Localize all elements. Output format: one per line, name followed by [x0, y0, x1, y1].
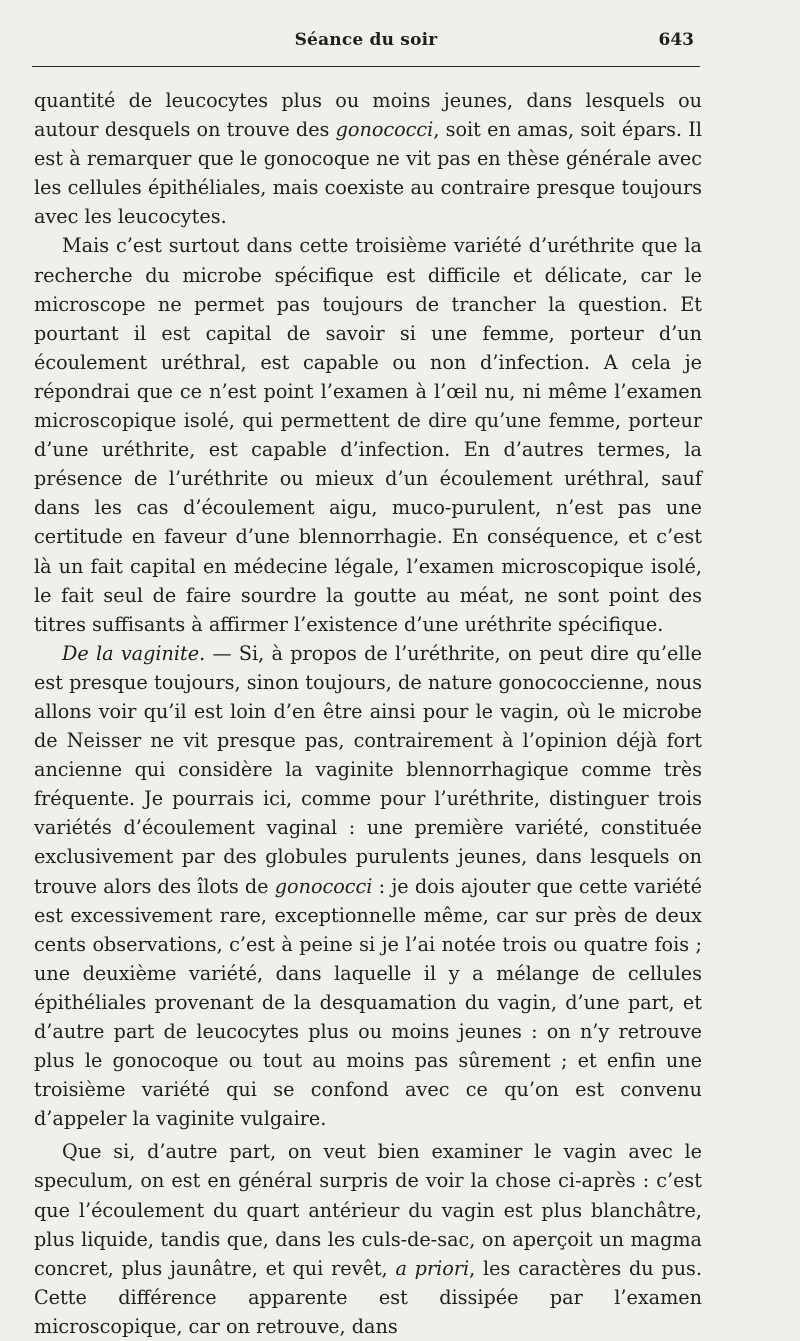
text-segment: Mais c’est surtout dans cette troisième variété d’uréthrite que la recherche du microbe spécifique est difficile et délicate, car le microscope ne permet pas toujours de trancher la question. Et pourtant il est capital de savoir si une femme, porteur d’un écoulement uréthral, est capable ou non d’infection. A cela je répondrai que ce n’est point l’examen à l’œil nu, ni même l’examen microscopique isolé, qui permettent de dire qu’une femme, porteur d’une uréthrite, est capable d’infection. En d’autres termes, la présence de l’uréthrite ou mieux d’un écoulement uréthral, sauf dans les cas d’écoulement aigu, muco-purulent, n’est pas une certitude en faveur d’une blennorrhagie. En conséquence, et c’est là un fait capital en médecine légale, l’examen microscopique isolé, le fait seul de faire sourdre la goutte au méat, ne sont point des titres suffisants à affirmer l’existence d’une uréthrite spécifique.	[34, 234, 702, 636]
italic-term: gonococci	[274, 874, 373, 898]
body-text	[34, 86, 702, 1341]
section-heading-inline: De la vaginite.	[62, 641, 206, 665]
text-segment: : je dois ajouter que cette variété est excessivement rare, exceptionnelle même, car sur près de deux cents observations, c’est à peine si je l’ai notée trois ou quatre fois ; une deuxième variété, dans laquelle il y a mélange de cellules épithéliales provenant de la desquamation du vagin, d’une part, et d’autre part de leucocytes plus ou moins jeunes : on n’y retrouve plus le gonocoque ou tout au moins pas sûrement ; et enfin une troisième variété qui se confond avec ce qu’on est convenu d’appeler la vaginite vulgaire.	[34, 874, 703, 1131]
italic-term: a priori	[395, 1256, 470, 1280]
paragraph-vaginite	[34, 639, 702, 1134]
header-rule	[32, 66, 700, 67]
text-segment: — Si, à propos de l’uréthrite, on peut dire qu’elle est presque toujours, sinon toujours, de nature gonococcienne, nous allons voir qu’il est loin d’en être ainsi pour le vagin, où le microbe de Neisser ne vit presque pas, contrairement à l’opinion déjà fort ancienne qui considère la vaginite blennorrhagique comme très fréquente. Je pourrais ici, comme pour l’uréthrite, distinguer trois variétés d’écoulement vaginal : une première variété, constituée exclusivement par des globules purulents jeunes, dans lesquels on trouve alors des îlots de	[34, 641, 702, 898]
paragraph	[34, 1137, 702, 1341]
text-segment: , les caractères du pus. Cette différence apparente est dissipée par l’examen microscopique, car on retrouve, dans	[34, 1256, 702, 1338]
text-segment: , soit en amas, soit épars. Il est à remarquer que le gonocoque ne vit pas en thèse générale avec les cellules épithéliales, mais coexiste au contraire presque toujours avec les leucocytes.	[34, 118, 702, 229]
running-head: Séance du soir	[294, 30, 438, 50]
page-header	[36, 30, 696, 56]
paragraph-continued	[34, 86, 702, 231]
text-segment: Que si, d’autre part, on veut bien examiner le vagin avec le speculum, on est en général surpris de voir la chose ci-après : c’est que l’écoulement du quart antérieur du vagin est plus blanchâtre, plus liquide, tandis que, dans les culs-de-sac, on aperçoit un magma concret, plus jaunâtre, et qui revêt,	[34, 1140, 702, 1280]
italic-term: gonococci	[335, 118, 434, 142]
page-number: 643	[658, 30, 694, 50]
text-segment: quantité de leucocytes plus ou moins jeunes, dans lesquels ou autour desquels on trouve des	[34, 89, 702, 142]
paragraph	[34, 231, 702, 638]
